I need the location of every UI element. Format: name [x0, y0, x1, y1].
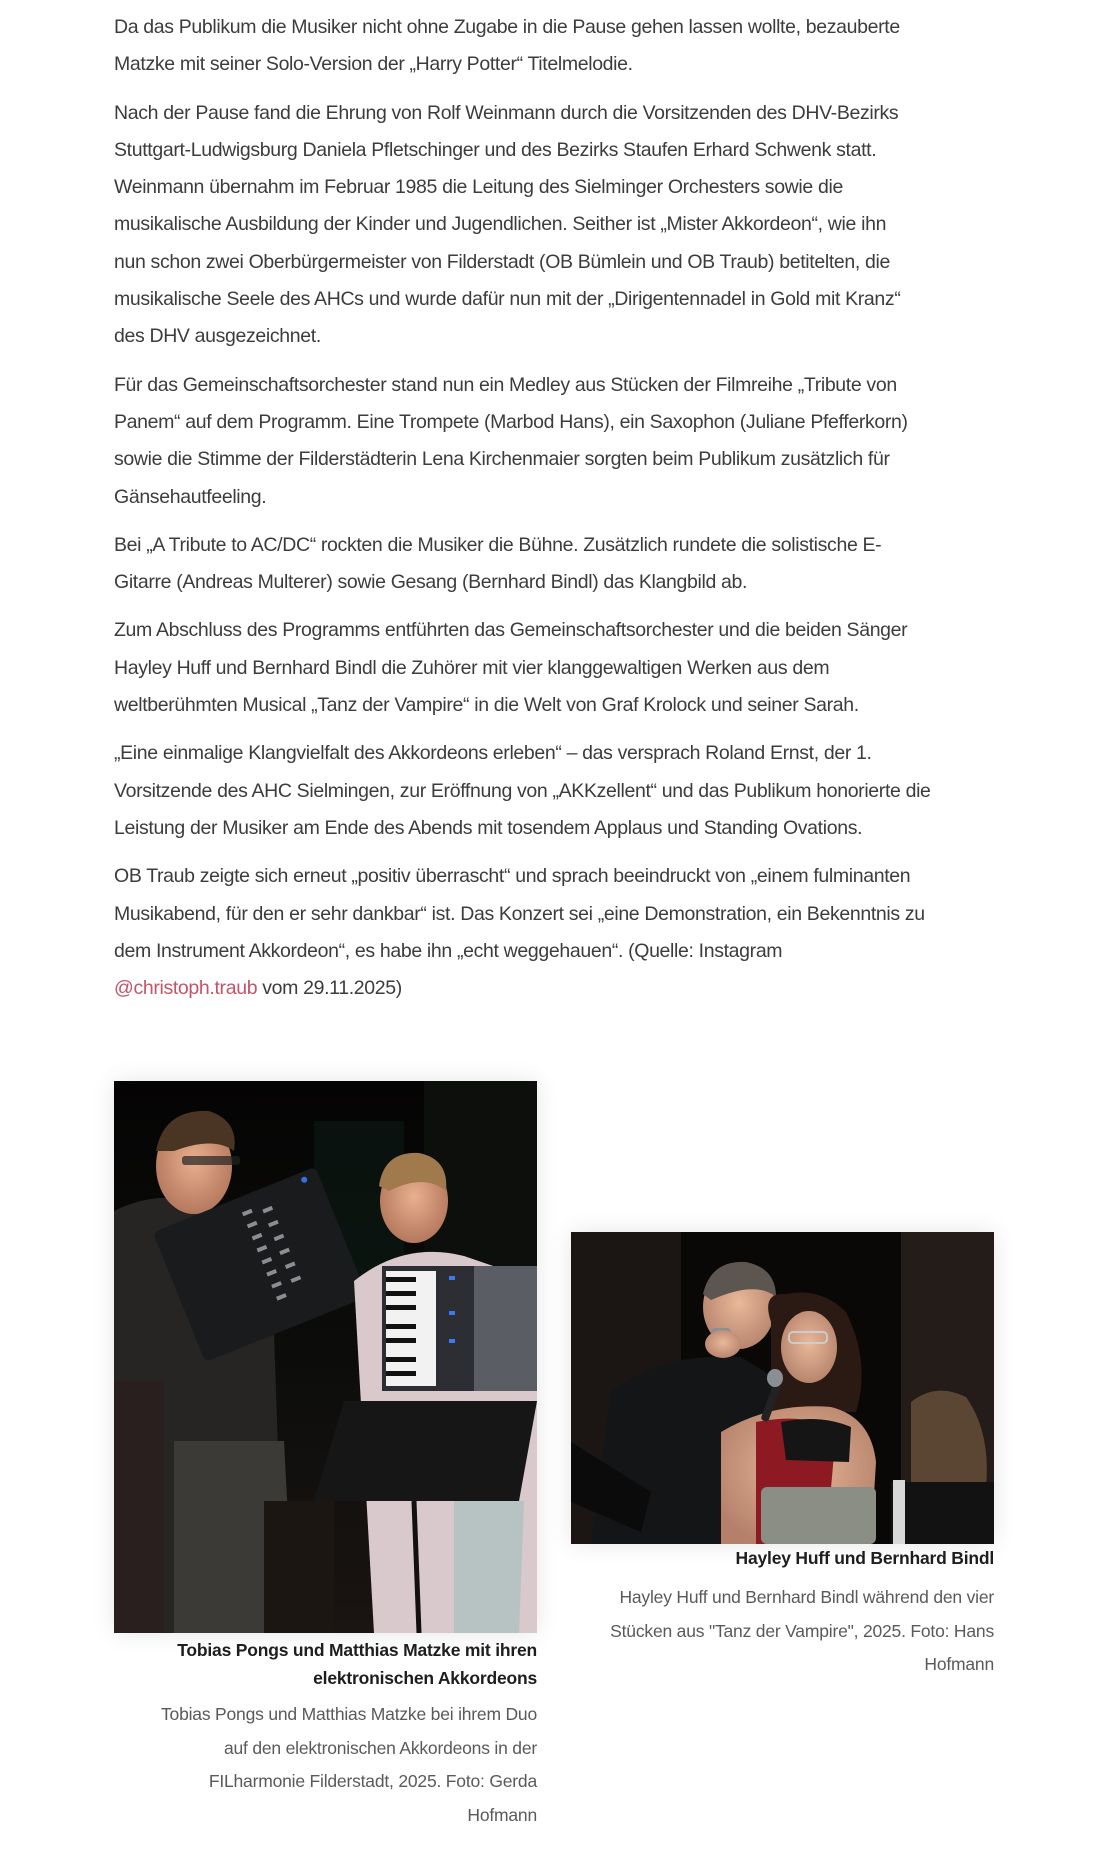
paragraph-klangvielfalt — [114, 735, 1004, 847]
text-line: Gitarre (Andreas Multerer) sowie Gesang (Bernhard Bindl) das Klangbild ab. — [114, 571, 748, 594]
text-line: Nach der Pause fand die Ehrung von Rolf Weinmann durch die Vorsitzenden des DHV-Bezirks — [114, 101, 899, 124]
text-line: Leistung der Musiker am Ende des Abends mit tosendem Applaus und Standing Ovations. — [114, 816, 863, 839]
text-line: Matzke mit seiner Solo-Version der „Harry Potter“ Titelmelodie. — [114, 53, 633, 76]
text-line: Vorsitzende des AHC Sielmingen, zur Eröffnung von „AKKzellent“ und das Publikum honorierte die — [114, 779, 931, 802]
text-line — [114, 970, 1004, 1007]
caption-line: Tobias Pongs und Matthias Matzke bei ihrem Duo — [161, 1704, 537, 1724]
text-line: Panem“ auf dem Programm. Eine Trompete (Marbod Hans), ein Saxophon (Juliane Pfefferkorn) — [114, 410, 908, 433]
text-line: Bei „A Tribute to AC/DC“ rockten die Musiker die Bühne. Zusätzlich rundete die solistische E- — [114, 533, 882, 556]
text-line: Gänsehautfeeling. — [114, 485, 267, 508]
text-line: Für das Gemeinschaftsorchester stand nun ein Medley aus Stücken der Filmreihe „Tribute von — [114, 373, 897, 396]
text-line: „Eine einmalige Klangvielfalt des Akkordeons erleben“ – das versprach Roland Ernst, der 1. — [114, 742, 872, 765]
paragraph-acdc — [114, 527, 1004, 602]
caption-line: FILharmonie Filderstadt, 2025. Foto: Gerda — [208, 1771, 537, 1792]
text-line: musikalische Seele des AHCs und wurde dafür nun mit der „Dirigentennadel in Gold mit Kranz“ — [114, 288, 901, 311]
text-line: Zum Abschluss des Programms entführten das Gemeinschaftsorchester und die beiden Sänger — [114, 619, 908, 642]
caption-title-line: Hayley Huff und Bernhard Bindl — [735, 1548, 994, 1568]
caption-title — [114, 1636, 537, 1692]
caption-line: Hofmann — [924, 1654, 994, 1675]
text-line: weltberühmten Musical „Tanz der Vampire“ in die Welt von Graf Krolock und seiner Sarah. — [114, 694, 859, 717]
caption-line: auf den elektronischen Akkordeons in der — [223, 1737, 537, 1758]
source-date: vom 29.11.2025) — [257, 977, 402, 1000]
text-line: sowie die Stimme der Filderstädterin Lena Kirchenmaier sorgten beim Publikum zusätzlich für — [114, 448, 890, 471]
caption-line: Hofmann — [467, 1804, 537, 1825]
photo-singers-image — [571, 1232, 994, 1544]
text-line: Weinmann übernahm im Februar 1985 die Leitung des Sielminger Orchesters sowie die — [114, 176, 843, 199]
text-line: des DHV ausgezeichnet. — [114, 325, 321, 348]
text-line: dem Instrument Akkordeon“, es habe ihn „echt weggehauen“. (Quelle: Instagram — [114, 939, 783, 962]
instagram-link[interactable]: @christoph.traub — [114, 977, 258, 1000]
caption-line: Hayley Huff und Bernhard Bindl während den vier — [619, 1587, 994, 1607]
caption-title-line: elektronischen Akkordeons — [313, 1668, 537, 1688]
photo-accordion-duo[interactable] — [114, 1081, 537, 1633]
caption-title — [571, 1544, 994, 1572]
paragraph-panem — [114, 367, 1004, 516]
paragraph-ob-traub — [114, 858, 1004, 1007]
text-line: Musikabend, für den er sehr dankbar“ ist. Das Konzert sei „eine Demonstration, ein Bekenntnis zu — [114, 902, 925, 925]
text-line: Hayley Huff und Bernhard Bindl die Zuhörer mit vier klanggewaltigen Werken aus dem — [114, 656, 830, 679]
caption-title-line: Tobias Pongs und Matthias Matzke mit ihren — [177, 1640, 537, 1660]
caption-description — [114, 1698, 537, 1832]
figure-singers — [571, 1232, 994, 1692]
article-body — [114, 9, 1004, 1018]
caption-description — [571, 1581, 994, 1682]
text-line: Stuttgart-Ludwigsburg Daniela Pfletschinger und des Bezirks Staufen Erhard Schwenk statt. — [114, 138, 877, 161]
text-line: OB Traub zeigte sich erneut „positiv überrascht“ und sprach beeindruckt von „einem fulminanten — [114, 865, 911, 888]
paragraph-encore — [114, 9, 1004, 84]
photo-accordion-duo-image — [114, 1081, 537, 1633]
figure-accordion-duo — [114, 1081, 537, 1841]
text-line: Da das Publikum die Musiker nicht ohne Zugabe in die Pause gehen lassen wollte, bezauberte — [114, 16, 900, 38]
text-line: musikalische Ausbildung der Kinder und Jugendlichen. Seither ist „Mister Akkordeon“, wie ihn — [114, 213, 887, 236]
caption-line: Stücken aus "Tanz der Vampire", 2025. Foto: Hans — [610, 1620, 994, 1641]
paragraph-vampire — [114, 612, 1004, 724]
paragraph-honor — [114, 95, 1004, 356]
text-line: nun schon zwei Oberbürgermeister von Filderstadt (OB Bümlein und OB Traub) betitelten, die — [114, 250, 890, 273]
photo-singers[interactable] — [571, 1232, 994, 1544]
